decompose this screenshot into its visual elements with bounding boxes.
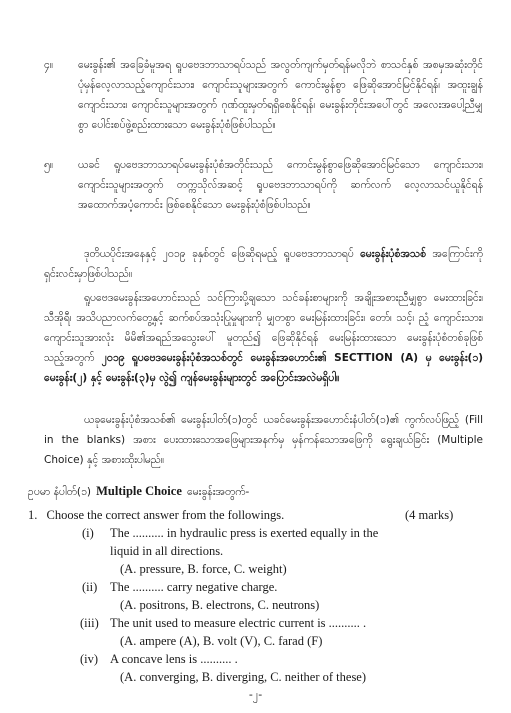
subquestion-stem: The .......... in hydraulic press is exerted equally in the [110, 526, 379, 540]
item-number: ၅။ [44, 159, 54, 171]
question-number: 1. [28, 508, 38, 522]
page-number: -၂- [248, 688, 263, 701]
subquestion-number: (i) [82, 526, 94, 540]
item-number: ၄။ [44, 59, 54, 71]
intro-bold: မေးခွန်းပုံစံအသစ် [360, 248, 427, 260]
subquestion-number: (ii) [82, 580, 98, 594]
subquestion-stem: A concave lens is .......... . [110, 652, 238, 666]
body-text-c: ရူပဗေဒမေးခွန်းပုံစံအသစ်တွင် မေးခွန်းအဟောင်း၏ SECTTION (A) မှ မေးခွန်း(၁) မေးခွန်း(၂) နှင့် မေးခွန်း(၃)မှ လွဲ၍ ကျန်မေးခွန်းများတွင် အပြောင်းအလဲမရှိပါ။ [44, 352, 483, 384]
item-text: ယခင် ရူပဗေဒဘာသာရပ်မေးခွန်းပုံစံအတိုင်းသည် ကောင်းမွန်စွာဖြေဆိုအောင်မြင်သော ကျောင်းသား၊ ကျောင်းသူများအတွက် တက္ကသိုလ်အဆင့် ရူပဗေဒဘာသာရပ်ကို ဆက်လက် လေ့လာသင်ယူနိုင်ရန် အထောက်အပံ့ကောင်း ဖြစ်စေနိုင်သော မေးခွန်းပုံစံဖြစ်ပါသည်။ [78, 159, 483, 211]
heading-bold: Multiple Choice [96, 484, 182, 498]
subquestion-number: (iii) [80, 616, 99, 630]
subquestion-stem: The unit used to measure electric current is .......... . [110, 616, 367, 630]
subquestion-stem-cont: liquid in all directions. [110, 544, 224, 558]
intro-text: ဒုတိယပိုင်းအနေနှင့် ၂၀၁၉ ခုနှစ်တွင် ဖြေဆိုရမည့် ရူပဗေဒဘာသာရပ် [84, 248, 354, 260]
subquestion-options: (A. pressure, B. force, C. weight) [120, 562, 287, 576]
subquestion-options: (A. positrons, B. electrons, C. neutrons) [120, 598, 320, 612]
question-text: Choose the correct answer from the followings. [46, 508, 285, 522]
subquestion-options: (A. ampere (A), B. volt (V), C. farad (F) [120, 634, 323, 648]
question-marks: (4 marks) [405, 508, 454, 522]
body-text-a: ရူပဗေဒမေးခွန်းအဟောင်းသည် သင်ကြားပို့ချသော သင်ခန်းစာများကို အချိုးအစားညီမျှစွာ မေးထားခြင်း၊ သီအိုရီ၊ အသိပညာလက်တွေ့နှင့် ဆက်စပ်အသုံးပြုမှုများကို မျှတစွာ မေးမြန်းထားခြင်း၊ တော်၊ သင့်၊ ညံ့ ကျောင်းသား၊ ကျောင်းသူအားလုံး မိမိ၏အရည်အသွေးပေါ် မူတည်၍ ဖြေဆိုနိုင်ရန် မေးမြန်းထားသော မေးခွန်းပုံစံတစ်ခုဖြစ်သည့်အတွက် [44, 292, 483, 364]
intro-tail: အကြောင်းကို ရှင်းလင်းမှာဖြစ်ပါသည်။ [44, 248, 483, 280]
item-text: မေးခွန်း၏ အခြေခံမူအရ ရူပဗေဒဘာသာရပ်သည် အလွတ်ကျက်မှတ်ရန်မလိုဘဲ စာသင်နှစ် အစမှအဆုံးတိုင် ပုံမှန်လေ့လာသည့်ကျောင်းသား၊ ကျောင်းသူများအတွက် ကောင်းမွန်စွာ ဖြေဆိုအောင်မြင်နိုင်ရန်၊ အထူးချွန်ကျောင်းသား၊ ကျောင်းသူများအတွက် ဂုဏ်ထူးမှတ်ရရှိစေနိုင်ရန်၊ မေးခွန်းတိုင်းအပေါ်တွင် အလေးအပေါ့ညီမျှစွာ ပေါင်းစပ်ဖွဲ့စည်းထားသော မေးခွန်းပုံစံဖြစ်ပါသည်။ [78, 59, 483, 131]
change-text: ယခုမေးခွန်းပုံစံအသစ်၏ မေးခွန်းပါတ်(၁)တွင် ယခင်မေးခွန်းအဟောင်းနံပါတ်(၁)၏ ကွက်လပ်ဖြည့် (Fill in the blanks) အစား ပေးထားသောအဖြေများအနက်မှ မှန်ကန်သောအဖြေကို ရွေးချယ်ခြင်း (Multiple Choice) နှင့် အစားထိုးပါမည်။ [44, 414, 483, 466]
body-year: ၂၀၁၉ [101, 352, 125, 364]
subquestion-number: (iv) [80, 652, 99, 666]
body-paragraph [44, 288, 483, 388]
section-heading [28, 480, 249, 502]
heading-suffix: မေးခွန်းအတွက်- [186, 486, 250, 498]
intro-paragraph [44, 244, 483, 284]
question-line [28, 506, 284, 524]
heading-prefix: ဥပမာ နံပါတ်(၁) [28, 486, 92, 498]
subquestion-options: (A. converging, B. diverging, C. neither of these) [120, 670, 367, 684]
change-paragraph [44, 410, 483, 470]
subquestion-stem: The .......... carry negative charge. [110, 580, 278, 594]
